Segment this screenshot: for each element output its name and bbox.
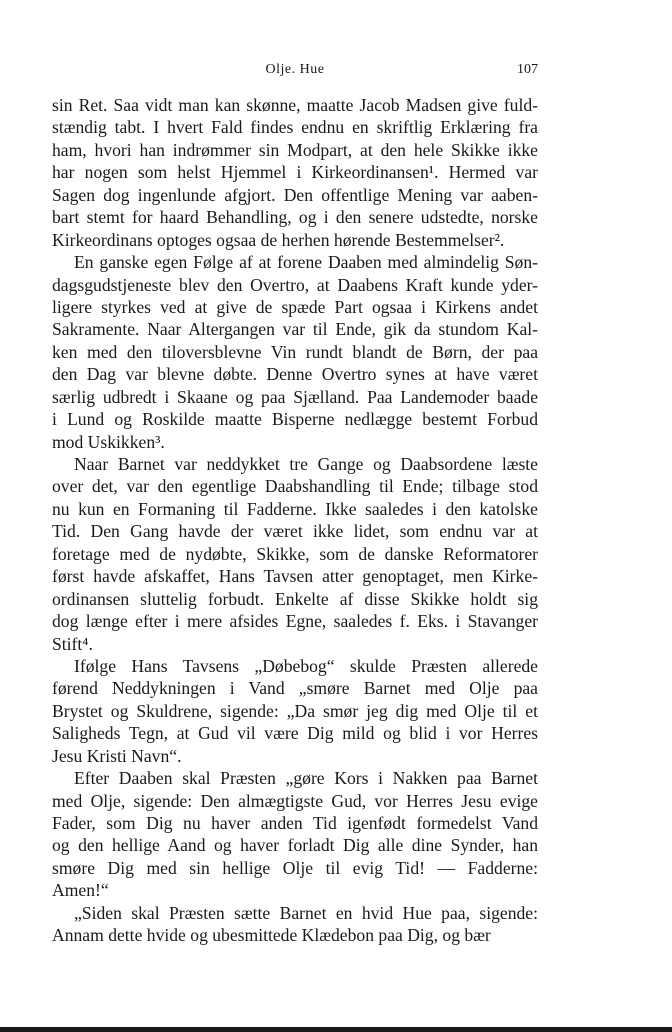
text-line: ordinansen sluttelig forbudt. Enkelte af disse Skikke holdt sig [52,588,538,609]
page-number: 107 [517,62,538,77]
paragraph [52,94,538,251]
text-line: foretage med de nydøbte, Skikke, som de danske Reformatorer [52,543,538,564]
text-line: ham, hvori han indrømmer sin Modpart, at den hele Skikke ikke [52,139,538,160]
page-header [52,62,538,82]
text-line: Stift⁴. [52,633,93,654]
text-line: har nogen som helst Hjemmel i Kirkeordinansen¹. Hermed var [52,162,538,183]
paragraph [52,902,538,947]
paragraph [52,655,538,767]
text-line: Jesu Kristi Navn“. [52,745,182,766]
text-line: Brystet og Skuldrene, sigende: „Da smør jeg dig med Olje til et [52,700,538,721]
text-line: smøre Dig med sin hellige Olje til evig Tid! — Fadderne: [52,857,538,878]
text-line: og den hellige Aand og haver forladt Dig alle dine Synder, han [52,835,538,856]
running-title: Olje. Hue [265,62,325,77]
text-line: ligere styrkes ved at give de spæde Part ogsaa i Kirkens andet [52,296,538,317]
text-line: i Lund og Roskilde maatte Bisperne nedlægge bestemt Forbud [52,409,538,430]
text-line: Saligheds Tegn, at Gud vil være Dig mild og blid i vor Herres [52,723,538,744]
text-line: førend Neddykningen i Vand „smøre Barnet med Olje paa [52,678,538,699]
text-line: Tid. Den Gang havde der været ikke lidet, som endnu var at [52,521,538,542]
text-line: sin Ret. Saa vidt man kan skønne, maatte Jacob Madsen give fuld- [52,95,538,115]
text-body [52,94,538,947]
text-line: ken med den tiloversblevne Vin rundt blandt de Børn, der paa [52,341,538,362]
bottom-edge-rule [0,1027,672,1032]
text-line: nu kun en Formaning til Fadderne. Ikke saaledes i den katolske [52,498,538,519]
paragraph [52,767,538,902]
text-line: mod Uskikken³. [52,431,165,452]
text-line: bart stemt for haard Behandling, og i den senere udstedte, norske [52,207,538,228]
text-line: Fader, som Dig nu haver anden Tid igenfødt formedelst Vand [52,813,538,833]
text-line: først havde afskaffet, Hans Tavsen atter genoptaget, men Kirke- [52,566,538,587]
text-line: stændig tabt. I hvert Fald findes endnu en skriftlig Erklæring fra [52,117,538,138]
text-line: med Olje, sigende: Den almægtigste Gud, vor Herres Jesu evige [52,790,538,811]
text-line: En ganske egen Følge af at forene Daaben med almindelig Søn- [74,252,538,273]
text-line: Sagen dog ingenlunde afgjort. Den offentlige Mening var aaben- [52,184,538,205]
text-line: Efter Daaben skal Præsten „gøre Kors i Nakken paa Barnet [74,768,538,789]
text-line: Kirkeordinans optoges ogsaa de herhen hørende Bestemmelser². [52,229,505,250]
text-line: Ifølge Hans Tavsens „Døbebog“ skulde Præsten allerede [74,655,538,676]
text-line: Amen!“ [52,880,109,901]
text-line: Naar Barnet var neddykket tre Gange og Daabsordene læste [74,454,538,474]
text-line: „Siden skal Præsten sætte Barnet en hvid Hue paa, sigende: [74,902,538,923]
text-line: særlig udbredt i Skaane og paa Sjælland. Paa Landemoder baade [52,386,538,407]
text-line: over det, var den egentlige Daabshandling til Ende; tilbage stod [52,476,538,497]
paragraph [52,251,538,453]
text-line: Sakramente. Naar Altergangen var til Ende, gik da stundom Kal- [52,319,538,340]
text-line: Annam dette hvide og ubesmittede Klædebon paa Dig, og bær [52,925,491,946]
text-line: dog længe efter i mere afsides Egne, saaledes f. Eks. i Stavanger [52,611,538,632]
text-line: dagsgudstjeneste blev den Overtro, at Daabens Kraft kunde yder- [52,274,538,295]
paragraph [52,453,538,655]
text-line: den Dag var blevne døbte. Denne Overtro synes at have været [52,364,538,385]
